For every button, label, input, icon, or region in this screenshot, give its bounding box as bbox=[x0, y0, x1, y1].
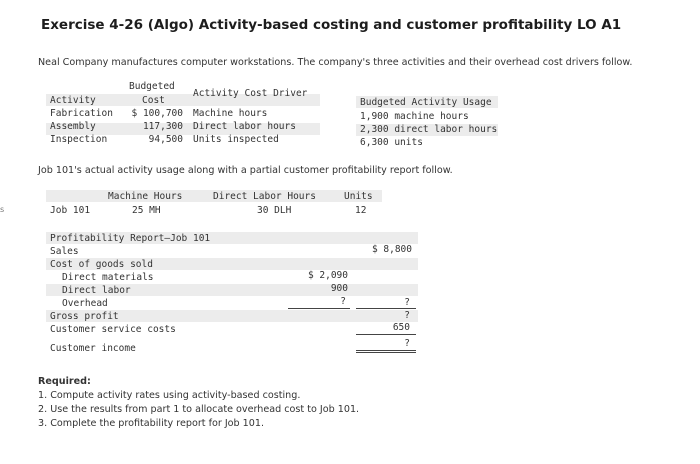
customer-service-value: 650 bbox=[392, 322, 410, 333]
header-units: Units bbox=[344, 191, 373, 202]
activity-name: Assembly bbox=[50, 121, 96, 132]
overhead-value: ? bbox=[340, 296, 346, 307]
activity-usage: 6,300 units bbox=[360, 137, 423, 148]
customer-income-label: Customer income bbox=[50, 343, 136, 354]
activity-cost: 94,500 bbox=[148, 134, 183, 145]
header-activity: Activity bbox=[50, 95, 96, 106]
gross-profit-label: Gross profit bbox=[50, 311, 119, 322]
cogs-total-underline bbox=[356, 308, 416, 309]
activity-driver: Machine hours bbox=[193, 108, 268, 119]
header-cost: Cost bbox=[142, 95, 165, 106]
page-title: Exercise 4-26 (Algo) Activity-based costing and customer profitability LO A1 bbox=[41, 17, 622, 33]
required-item-1: 1. Compute activity rates using activity-based costing. bbox=[38, 390, 301, 401]
job-intro-text: Job 101's actual activity usage along with a partial customer profitability report follow. bbox=[38, 165, 453, 176]
customer-income-value: ? bbox=[404, 338, 410, 349]
header-budgeted: Budgeted bbox=[129, 81, 175, 92]
job-machine-hours: 25 MH bbox=[132, 205, 161, 216]
job-labor-hours: 30 DLH bbox=[257, 205, 292, 216]
activity-name: Inspection bbox=[50, 134, 108, 145]
overhead-label: Overhead bbox=[62, 298, 108, 309]
activity-name: Fabrication bbox=[50, 108, 113, 119]
overhead-underline bbox=[288, 308, 350, 309]
header-machine-hours: Machine Hours bbox=[108, 191, 183, 202]
direct-labor-value: 900 bbox=[330, 283, 348, 294]
customer-income-underline-2 bbox=[356, 352, 416, 353]
sales-value: $ 8,800 bbox=[371, 244, 412, 255]
customer-service-label: Customer service costs bbox=[50, 324, 176, 335]
activity-cost: $ 100,700 bbox=[131, 108, 183, 119]
activity-driver: Direct labor hours bbox=[193, 121, 296, 132]
header-usage: Budgeted Activity Usage bbox=[360, 97, 492, 108]
job-units: 12 bbox=[355, 205, 367, 216]
job-label: Job 101 bbox=[50, 205, 91, 216]
sales-label: Sales bbox=[50, 246, 79, 257]
direct-materials-label: Direct materials bbox=[62, 272, 154, 283]
direct-labor-label: Direct labor bbox=[62, 285, 131, 296]
activity-usage: 1,900 machine hours bbox=[360, 111, 469, 122]
activity-driver: Units inspected bbox=[193, 134, 279, 145]
header-driver: Activity Cost Driver bbox=[193, 88, 308, 99]
cogs-label: Cost of goods sold bbox=[50, 259, 153, 270]
activity-usage: 2,300 direct labor hours bbox=[360, 124, 498, 135]
cogs-total-value: ? bbox=[404, 297, 410, 308]
intro-text: Neal Company manufactures computer workstations. The company's three activities and their overhead cost drivers follow. bbox=[38, 57, 633, 68]
customer-income-underline-1 bbox=[356, 350, 416, 351]
header-labor-hours: Direct Labor Hours bbox=[213, 191, 316, 202]
report-title: Profitability Report—Job 101 bbox=[50, 233, 211, 244]
required-heading: Required: bbox=[38, 376, 91, 387]
required-item-2: 2. Use the results from part 1 to allocate overhead cost to Job 101. bbox=[38, 404, 360, 415]
activity-cost: 117,300 bbox=[142, 121, 183, 132]
left-edge-marker: s bbox=[0, 205, 5, 214]
gross-profit-value: ? bbox=[404, 310, 410, 321]
direct-materials-value: $ 2,090 bbox=[307, 270, 348, 281]
required-item-3: 3. Complete the profitability report for Job 101. bbox=[38, 418, 265, 429]
customer-service-underline bbox=[356, 334, 416, 335]
